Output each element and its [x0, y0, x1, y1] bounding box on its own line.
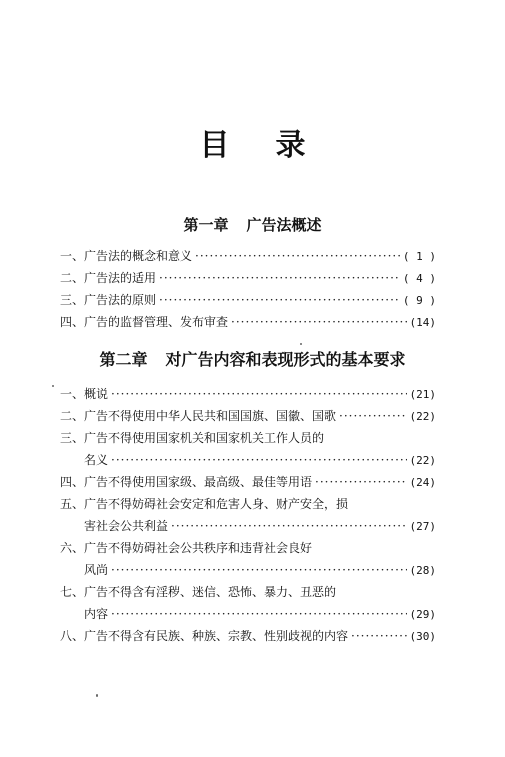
toc-entry-title: 二、广告不得使用中华人民共和国国旗、国徽、国歌	[60, 409, 337, 423]
toc-entry-page: (29)	[409, 608, 436, 621]
chapter-2-heading	[0, 350, 505, 370]
chapter-1-name: 广告法概述	[246, 216, 322, 234]
toc-entry[interactable]	[60, 628, 436, 650]
toc-entry-line1[interactable]	[60, 430, 436, 452]
toc-entry-title: 三、广告不得使用国家机关和国家机关工作人员的	[60, 431, 325, 445]
toc-entry[interactable]	[60, 408, 436, 430]
toc-entry[interactable]	[60, 292, 436, 314]
toc-entry-page: (27)	[409, 520, 436, 533]
toc-entry[interactable]	[60, 474, 436, 496]
toc-entry-title-cont: 名义	[84, 453, 109, 467]
toc-entry-title-cont: 害社会公共利益	[84, 519, 169, 533]
toc-entry-line1[interactable]	[60, 584, 436, 606]
dot-leader	[111, 452, 406, 468]
dot-leader	[111, 606, 406, 622]
dot-leader	[159, 270, 400, 286]
toc-entry-title: 一、概说	[60, 387, 109, 401]
dot-leader	[111, 562, 406, 578]
dot-leader	[339, 408, 406, 424]
toc-entry-title: 八、广告不得含有民族、种族、宗教、性别歧视的内容	[60, 629, 349, 643]
scan-speck	[52, 385, 54, 387]
toc-entry-continuation[interactable]	[60, 606, 436, 628]
toc-entry-title: 六、广告不得妨碍社会公共秩序和违背社会良好	[60, 541, 313, 555]
chapter-2-label: 第二章	[99, 350, 148, 369]
chapter-1-label: 第一章	[183, 216, 229, 234]
dot-leader	[195, 248, 400, 264]
toc-entry-page: ( 1 )	[402, 250, 436, 263]
toc-entry-title: 一、广告法的概念和意义	[60, 249, 193, 263]
toc-entry-title: 七、广告不得含有淫秽、迷信、恐怖、暴力、丑恶的	[60, 585, 337, 599]
page-title: 目录	[199, 128, 352, 163]
scan-speck	[300, 343, 302, 345]
scan-speck	[96, 694, 98, 697]
toc-entry-continuation[interactable]	[60, 518, 436, 540]
toc-entry-page: (30)	[409, 630, 436, 643]
toc-entry-title: 四、广告不得使用国家级、最高级、最佳等用语	[60, 475, 313, 489]
toc-entry-title: 五、广告不得妨碍社会安定和危害人身、财产安全，损	[60, 497, 349, 511]
toc-entry-title: 二、广告法的适用	[60, 271, 157, 285]
toc-entry[interactable]	[60, 248, 436, 270]
toc-entry-page: (22)	[409, 410, 436, 423]
toc-entry-page: (22)	[409, 454, 436, 467]
toc-entry[interactable]	[60, 314, 436, 336]
toc-entry-page: ( 9 )	[402, 294, 436, 307]
dot-leader	[111, 386, 406, 402]
dot-leader	[159, 292, 400, 308]
toc-entry[interactable]	[60, 386, 436, 408]
toc-entry-title-cont: 内容	[84, 607, 109, 621]
toc-entry-page: (24)	[409, 476, 436, 489]
toc-entry-line1[interactable]	[60, 496, 436, 518]
dot-leader	[171, 518, 406, 534]
toc-entry[interactable]	[60, 270, 436, 292]
toc-entry-line1[interactable]	[60, 540, 436, 562]
dot-leader	[231, 314, 406, 330]
toc-entry-continuation[interactable]	[60, 562, 436, 584]
toc-entry-continuation[interactable]	[60, 452, 436, 474]
dot-leader	[315, 474, 406, 490]
chapter-2-toc	[60, 386, 436, 650]
toc-entry-page: (28)	[409, 564, 436, 577]
toc-entry-title: 四、广告的监督管理、发布审查	[60, 315, 229, 329]
toc-entry-title: 三、广告法的原则	[60, 293, 157, 307]
dot-leader	[351, 628, 406, 644]
toc-entry-title-cont: 风尚	[84, 563, 109, 577]
toc-entry-page: ( 4 )	[402, 272, 436, 285]
chapter-2-name: 对广告内容和表现形式的基本要求	[165, 350, 406, 369]
chapter-1-heading	[0, 215, 505, 235]
toc-entry-page: (14)	[409, 316, 436, 329]
chapter-1-toc	[60, 248, 436, 336]
toc-entry-page: (21)	[409, 388, 436, 401]
